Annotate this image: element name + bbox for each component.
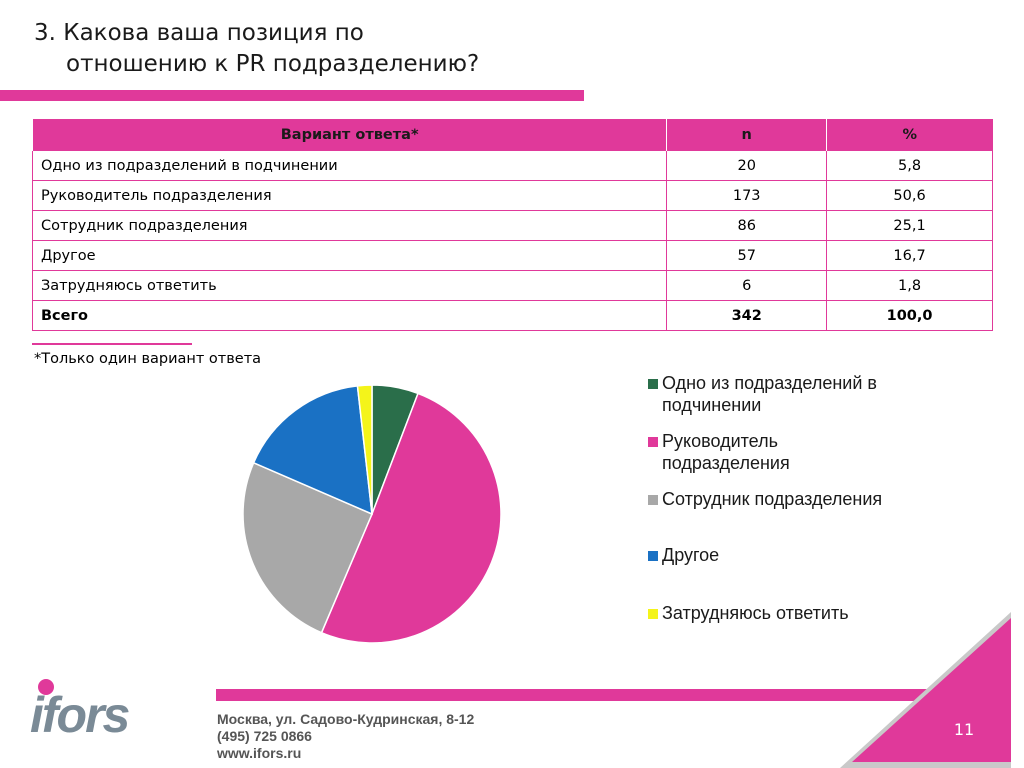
total-n: 342 xyxy=(667,301,827,331)
legend-label: Сотрудник подразделения xyxy=(662,489,883,509)
legend-label: Другое xyxy=(662,545,720,565)
site-link[interactable]: www.ifors.ru xyxy=(217,745,302,761)
legend-label: подразделения xyxy=(662,453,790,473)
table-row xyxy=(33,241,993,271)
row-percent: 16,7 xyxy=(827,241,993,271)
table-header-row xyxy=(33,119,993,151)
legend-label: Затрудняюсь ответить xyxy=(662,603,849,623)
contact-block xyxy=(217,711,474,762)
row-n: 20 xyxy=(667,151,827,181)
legend-item xyxy=(648,488,948,510)
row-n: 57 xyxy=(667,241,827,271)
logo-wordmark: ifors xyxy=(30,687,129,738)
header-answer-option: Вариант ответа* xyxy=(33,119,667,151)
page-number: 11 xyxy=(953,720,975,739)
row-percent: 25,1 xyxy=(827,211,993,241)
row-percent: 5,8 xyxy=(827,151,993,181)
legend-swatch xyxy=(648,495,658,505)
table-row xyxy=(33,271,993,301)
table-row xyxy=(33,181,993,211)
legend-item xyxy=(648,544,948,566)
legend-swatch xyxy=(648,437,658,447)
row-n: 6 xyxy=(667,271,827,301)
total-percent: 100,0 xyxy=(827,301,993,331)
table-total-row xyxy=(33,301,993,331)
row-label: Другое xyxy=(33,241,667,271)
legend-swatch xyxy=(648,379,658,389)
row-percent: 50,6 xyxy=(827,181,993,211)
row-n: 173 xyxy=(667,181,827,211)
slide-title-line-1: 3. Какова ваша позиция по xyxy=(34,20,364,46)
address-text: Москва, ул. Садово-Кудринская, 8-12 xyxy=(217,711,475,727)
header-n: n xyxy=(667,119,827,151)
total-label: Всего xyxy=(33,301,667,331)
table-row xyxy=(33,151,993,181)
slide-title xyxy=(34,18,479,80)
phone-text: (495) 725 0866 xyxy=(217,728,312,744)
row-n: 86 xyxy=(667,211,827,241)
legend-label: Руководитель xyxy=(662,431,778,451)
legend-swatch xyxy=(648,551,658,561)
table-underline xyxy=(32,343,192,345)
legend-label: подчинении xyxy=(662,395,762,415)
results-table xyxy=(32,119,993,331)
row-label: Сотрудник подразделения xyxy=(33,211,667,241)
legend-label: Одно из подразделений в xyxy=(662,373,877,393)
header-percent: % xyxy=(827,119,993,151)
corner-triangle xyxy=(852,618,1011,762)
row-label: Одно из подразделений в подчинении xyxy=(33,151,667,181)
pie-chart xyxy=(230,372,514,656)
legend-item xyxy=(648,372,948,416)
legend-swatch xyxy=(648,609,658,619)
slide-title-line-2: отношению к PR подразделению? xyxy=(66,51,480,77)
footer-bar xyxy=(216,689,930,701)
footnote: *Только один вариант ответа xyxy=(34,351,262,367)
row-percent: 1,8 xyxy=(827,271,993,301)
legend-item xyxy=(648,430,948,474)
title-underline-bar xyxy=(0,90,584,101)
ifors-logo xyxy=(30,676,180,738)
row-label: Затрудняюсь ответить xyxy=(33,271,667,301)
row-label: Руководитель подразделения xyxy=(33,181,667,211)
corner-decoration xyxy=(840,610,1024,768)
table-row xyxy=(33,211,993,241)
